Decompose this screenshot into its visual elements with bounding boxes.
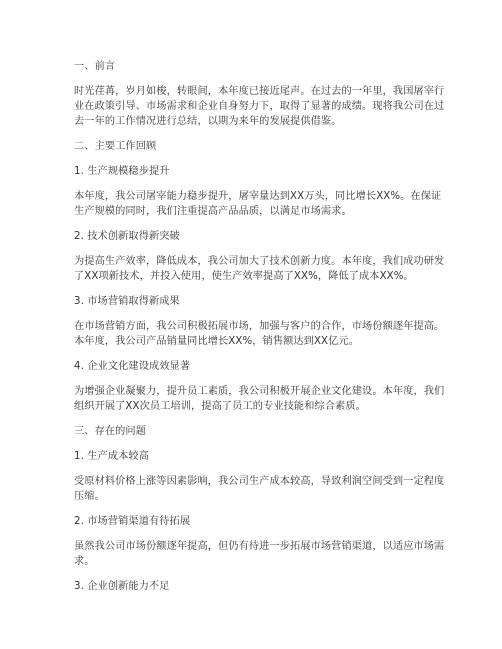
subsection-heading — [74, 449, 434, 464]
section-heading — [74, 139, 434, 154]
text-line: 去一年的工作情况进行总结，以期为来年的发展提供借鉴。 — [74, 116, 342, 127]
subsection-heading — [74, 294, 434, 309]
text-line: 二、主要工作回顾 — [74, 141, 157, 152]
text-line: 4. 企业文化建设成效显著 — [74, 361, 191, 372]
text-line: 三、存在的问题 — [74, 426, 147, 437]
paragraph — [74, 319, 445, 349]
paragraph — [74, 384, 445, 414]
text-line: 3. 市场营销取得新成果 — [74, 296, 180, 307]
text-line: 一、前言 — [74, 61, 116, 72]
text-line: 压缩。 — [74, 491, 105, 502]
text-line: 1. 生产成本较高 — [74, 451, 149, 462]
subsection-heading — [74, 359, 434, 374]
subsection-heading — [74, 514, 434, 529]
paragraph — [74, 254, 445, 284]
text-line: 本年度，我公司屠宰能力稳步提升，屠宰量达到XX万头，同比增长XX%。在保证 — [74, 191, 442, 202]
paragraph — [74, 84, 445, 129]
subsection-heading — [74, 229, 434, 244]
text-line: 时光荏苒，岁月如梭，转眼间，本年度已接近尾声。在过去的一年里，我国屠宰行 — [74, 86, 445, 97]
text-line: 2. 市场营销渠道有待拓展 — [74, 516, 191, 527]
text-line: 受原材料价格上涨等因素影响，我公司生产成本较高，导致利润空间受到一定程度 — [74, 476, 445, 487]
subsection-heading — [74, 579, 434, 594]
paragraph — [74, 189, 442, 219]
text-line: 3. 企业创新能力不足 — [74, 581, 170, 592]
section-heading — [74, 59, 434, 74]
text-line: 了XX项新技术，并投入使用，使生产效率提高了XX%，降低了成本XX%。 — [74, 271, 414, 282]
text-line: 求。 — [74, 556, 95, 567]
section-heading — [74, 424, 434, 439]
text-line: 本年度，我公司产品销量同比增长XX%，销售额达到XX亿元。 — [74, 336, 359, 347]
text-line: 生产规模的同时，我们注重提高产品品质，以满足市场需求。 — [74, 206, 352, 217]
text-line: 虽然我公司市场份额逐年提高，但仍有待进一步拓展市场营销渠道，以适应市场需 — [74, 541, 445, 552]
paragraph — [74, 474, 445, 504]
text-line: 为提高生产效率，降低成本，我公司加大了技术创新力度。本年度，我们成功研发 — [74, 256, 445, 267]
text-line: 业在政策引导、市场需求和企业自身努力下，取得了显著的成绩。现将我公司在过 — [74, 101, 445, 112]
text-line: 为增强企业凝聚力，提升员工素质，我公司积极开展企业文化建设。本年度，我们 — [74, 386, 445, 397]
text-line: 在市场营销方面，我公司积极拓展市场，加强与客户的合作，市场份额逐年提高。 — [74, 321, 445, 332]
subsection-heading — [74, 164, 434, 179]
text-line: 2. 技术创新取得新突破 — [74, 231, 180, 242]
paragraph — [74, 539, 445, 569]
text-line: 1. 生产规模稳步提升 — [74, 166, 170, 177]
text-line: 组织开展了XX次员工培训，提高了员工的专业技能和综合素质。 — [74, 401, 366, 412]
document-body — [74, 59, 445, 604]
